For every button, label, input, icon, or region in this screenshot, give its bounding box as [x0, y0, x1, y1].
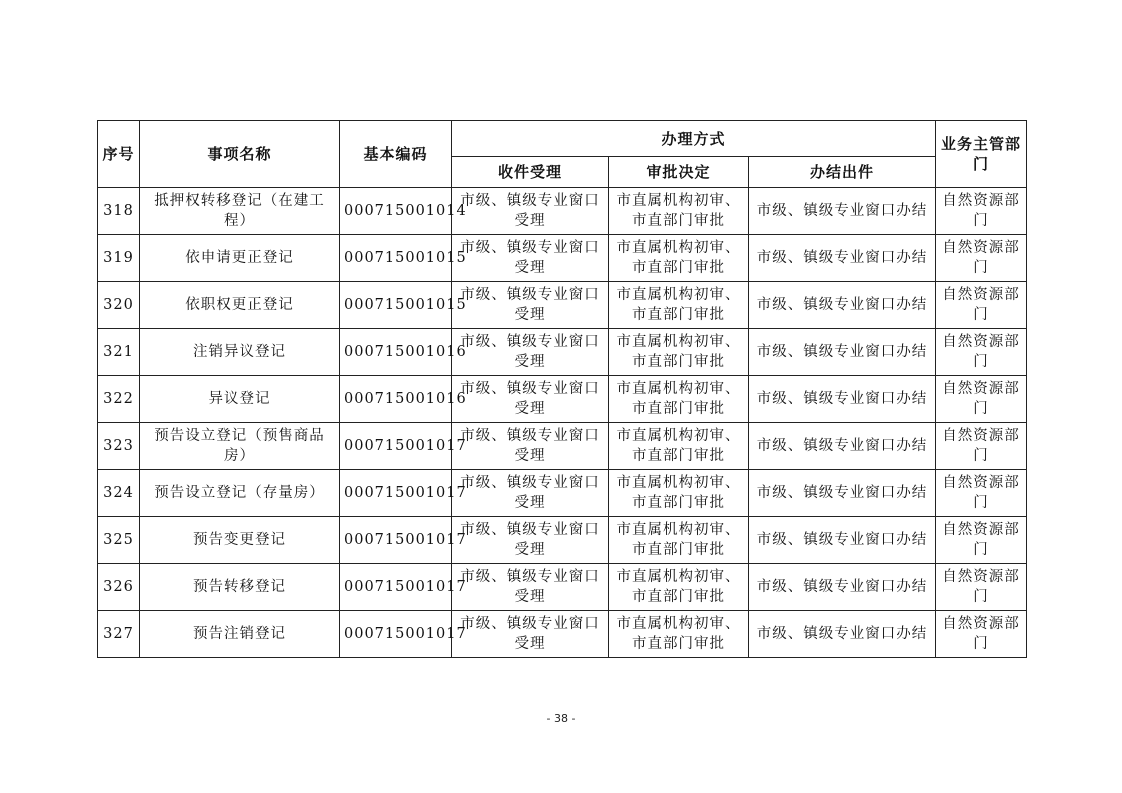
cell-receive: 市级、镇级专业窗口受理: [452, 517, 609, 564]
cell-receive: 市级、镇级专业窗口受理: [452, 611, 609, 658]
table-row: [98, 423, 1027, 470]
cell-dept: 自然资源部门: [936, 517, 1027, 564]
cell-seq: 327: [98, 611, 140, 658]
cell-basic-code: 000715001016: [340, 329, 452, 376]
table-body: [98, 188, 1027, 658]
table-row: [98, 329, 1027, 376]
cell-seq: 324: [98, 470, 140, 517]
cell-seq: 320: [98, 282, 140, 329]
cell-item-name: 抵押权转移登记（在建工程）: [140, 188, 340, 235]
cell-item-name: 异议登记: [140, 376, 340, 423]
cell-finish: 市级、镇级专业窗口办结: [749, 564, 936, 611]
table-row: [98, 470, 1027, 517]
cell-seq: 326: [98, 564, 140, 611]
cell-receive: 市级、镇级专业窗口受理: [452, 376, 609, 423]
cell-basic-code: 000715001015: [340, 282, 452, 329]
table-row: [98, 564, 1027, 611]
cell-item-name: 预告变更登记: [140, 517, 340, 564]
table-row: [98, 235, 1027, 282]
cell-finish: 市级、镇级专业窗口办结: [749, 282, 936, 329]
cell-item-name: 预告设立登记（预售商品房）: [140, 423, 340, 470]
page-number: - 38 -: [546, 712, 576, 725]
header-dept: 业务主管部门: [936, 121, 1027, 188]
cell-dept: 自然资源部门: [936, 611, 1027, 658]
cell-basic-code: 000715001017: [340, 564, 452, 611]
cell-basic-code: 000715001017: [340, 423, 452, 470]
cell-dept: 自然资源部门: [936, 470, 1027, 517]
cell-item-name: 注销异议登记: [140, 329, 340, 376]
cell-approve: 市直属机构初审、市直部门审批: [609, 235, 749, 282]
cell-basic-code: 000715001017: [340, 470, 452, 517]
cell-approve: 市直属机构初审、市直部门审批: [609, 423, 749, 470]
cell-dept: 自然资源部门: [936, 235, 1027, 282]
cell-basic-code: 000715001015: [340, 235, 452, 282]
cell-item-name: 预告注销登记: [140, 611, 340, 658]
cell-approve: 市直属机构初审、市直部门审批: [609, 470, 749, 517]
cell-finish: 市级、镇级专业窗口办结: [749, 376, 936, 423]
table-row: [98, 517, 1027, 564]
cell-dept: 自然资源部门: [936, 329, 1027, 376]
header-item-name: 事项名称: [140, 121, 340, 188]
cell-dept: 自然资源部门: [936, 423, 1027, 470]
cell-finish: 市级、镇级专业窗口办结: [749, 470, 936, 517]
table-row: [98, 611, 1027, 658]
table-row: [98, 188, 1027, 235]
cell-seq: 319: [98, 235, 140, 282]
cell-receive: 市级、镇级专业窗口受理: [452, 282, 609, 329]
cell-finish: 市级、镇级专业窗口办结: [749, 517, 936, 564]
header-handling-method: 办理方式: [452, 121, 936, 157]
cell-dept: 自然资源部门: [936, 564, 1027, 611]
cell-item-name: 预告设立登记（存量房）: [140, 470, 340, 517]
cell-item-name: 依职权更正登记: [140, 282, 340, 329]
cell-approve: 市直属机构初审、市直部门审批: [609, 376, 749, 423]
cell-seq: 323: [98, 423, 140, 470]
cell-receive: 市级、镇级专业窗口受理: [452, 470, 609, 517]
cell-seq: 321: [98, 329, 140, 376]
cell-seq: 318: [98, 188, 140, 235]
cell-dept: 自然资源部门: [936, 188, 1027, 235]
cell-approve: 市直属机构初审、市直部门审批: [609, 188, 749, 235]
cell-receive: 市级、镇级专业窗口受理: [452, 564, 609, 611]
header-seq: 序号: [98, 121, 140, 188]
cell-basic-code: 000715001017: [340, 517, 452, 564]
cell-receive: 市级、镇级专业窗口受理: [452, 188, 609, 235]
header-receive: 收件受理: [452, 157, 609, 188]
cell-approve: 市直属机构初审、市直部门审批: [609, 611, 749, 658]
cell-dept: 自然资源部门: [936, 376, 1027, 423]
header-finish: 办结出件: [749, 157, 936, 188]
cell-finish: 市级、镇级专业窗口办结: [749, 188, 936, 235]
header-basic-code: 基本编码: [340, 121, 452, 188]
cell-seq: 325: [98, 517, 140, 564]
cell-dept: 自然资源部门: [936, 282, 1027, 329]
cell-receive: 市级、镇级专业窗口受理: [452, 423, 609, 470]
cell-approve: 市直属机构初审、市直部门审批: [609, 282, 749, 329]
matters-table: [97, 120, 1027, 658]
cell-receive: 市级、镇级专业窗口受理: [452, 329, 609, 376]
cell-item-name: 依申请更正登记: [140, 235, 340, 282]
cell-approve: 市直属机构初审、市直部门审批: [609, 329, 749, 376]
cell-finish: 市级、镇级专业窗口办结: [749, 423, 936, 470]
cell-basic-code: 000715001017: [340, 611, 452, 658]
cell-finish: 市级、镇级专业窗口办结: [749, 235, 936, 282]
cell-item-name: 预告转移登记: [140, 564, 340, 611]
cell-approve: 市直属机构初审、市直部门审批: [609, 517, 749, 564]
cell-receive: 市级、镇级专业窗口受理: [452, 235, 609, 282]
cell-basic-code: 000715001014: [340, 188, 452, 235]
cell-finish: 市级、镇级专业窗口办结: [749, 329, 936, 376]
table-row: [98, 376, 1027, 423]
cell-seq: 322: [98, 376, 140, 423]
header-approve: 审批决定: [609, 157, 749, 188]
table-row: [98, 282, 1027, 329]
cell-finish: 市级、镇级专业窗口办结: [749, 611, 936, 658]
cell-basic-code: 000715001016: [340, 376, 452, 423]
cell-approve: 市直属机构初审、市直部门审批: [609, 564, 749, 611]
